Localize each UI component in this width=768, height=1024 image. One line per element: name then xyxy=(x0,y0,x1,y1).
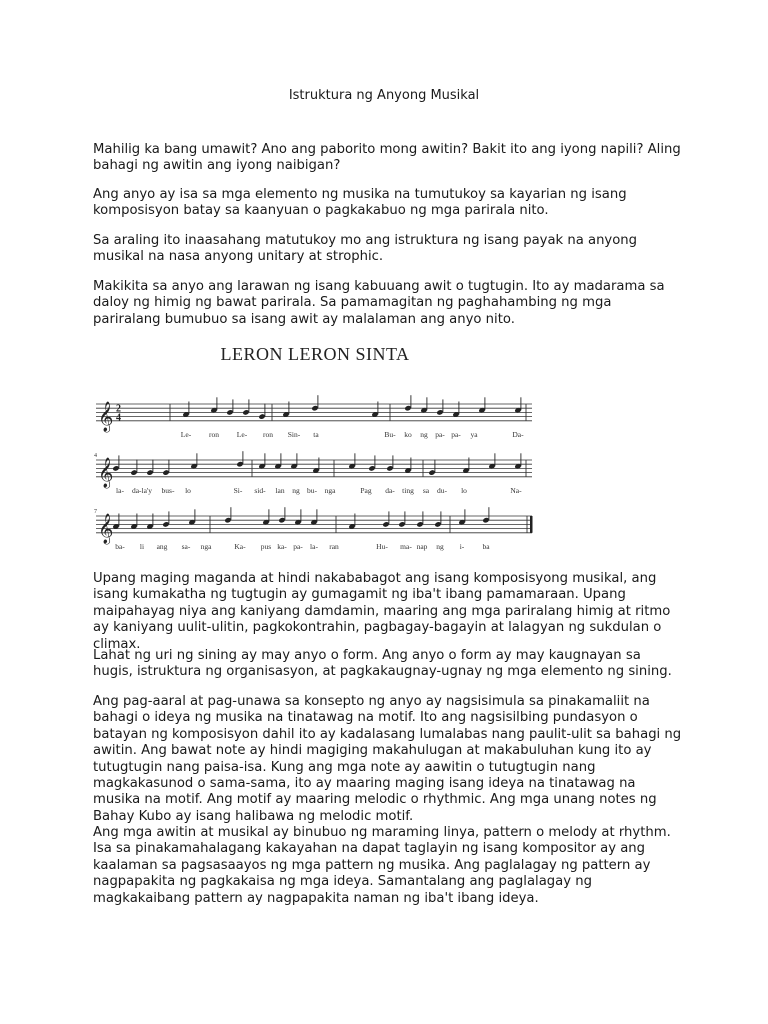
lyric-syllable: ron xyxy=(209,429,219,439)
treble-clef-icon: 𝄞 xyxy=(98,513,114,543)
lyric-syllable: nap xyxy=(416,541,428,551)
lyric-syllable: bu- xyxy=(307,485,317,495)
lyric-syllable: Le- xyxy=(180,429,192,439)
paragraph: Lahat ng uri ng sining ay may anyo o form. Ang anyo o form ay may kaugnayan sa hugis, istruktura ng organisasyon, at pagkakaugnay-ugnay ng mga elemento ng sining. xyxy=(93,648,672,680)
lyric-syllable: du- xyxy=(437,485,447,495)
lyric-syllable: ya xyxy=(470,429,478,439)
lyric-syllable: Bu- xyxy=(384,429,396,439)
lyric-syllable: ma- xyxy=(400,541,412,551)
lyric-syllable: da- xyxy=(385,485,395,495)
lyric-syllable: Da- xyxy=(512,429,524,439)
music-staff-svg xyxy=(90,336,540,562)
lyric-syllable: ko xyxy=(404,429,412,439)
lyric-syllable: ting xyxy=(402,485,414,495)
lyric-syllable: ran xyxy=(329,541,339,551)
lyric-syllable: pus xyxy=(260,541,272,551)
lyric-syllable: ba xyxy=(482,541,490,551)
measure-number: 7 xyxy=(94,509,97,515)
lyric-syllable: ng xyxy=(436,541,444,551)
paragraph: Ang pag-aaral at pag-unawa sa konsepto ng anyo ay nagsisimula sa pinakamaliit na bahagi o ideya ng musika na tinatawag na motif. Ito ang nagsisilbing pundasyon o batayan ng komposisyon dahil ito ay kadalasang lumalabas nang paulit-ulit sa bahagi ng awitin. Ang bawat note ay hindi magiging makahulugan at makabuluhan kung ito ay tutugtugin nang paisa-isa. Kung ang mga note ay aawitin o tutugtugin nang magkakasunod o sama-sama, ito ay maaring maging isang ideya na tinatawag na musika na motif. Ang motif ay maaring melodic o rhythmic. Ang mga unang notes ng Bahay Kubo ay isang halibawa ng melodic motif. xyxy=(93,694,682,824)
lyric-syllable: Si- xyxy=(233,485,243,495)
lyric-syllable: Sin- xyxy=(287,429,301,439)
lyric-syllable: lan xyxy=(275,485,285,495)
paragraph: Upang maging maganda at hindi nakababagot ang isang komposisyong musikal, ang isang kumakatha ng tugtugin ay gumagamit ng iba't ibang pamamaraan. Upang maipahayag niya ang kaniyang damdamin, maaring ang mga pariralang himig at ritmo ay kaniyang uulit-ulitin, pagkokontrahin, pagbagay-bagayin at lalagyan ng sukdulan o climax. xyxy=(93,571,671,652)
lyric-syllable: Na- xyxy=(510,485,522,495)
lyric-syllable: pa- xyxy=(293,541,303,551)
document-title: Istruktura ng Anyong Musikal xyxy=(288,88,480,103)
lyric-syllable: pa- xyxy=(435,429,445,439)
lyric-syllable: Hu- xyxy=(376,541,388,551)
time-signature-top: 2 xyxy=(116,403,121,415)
treble-clef-icon: 𝄞 xyxy=(98,457,114,487)
final-bar-thick xyxy=(530,516,533,533)
lyric-syllable: la- xyxy=(310,541,318,551)
song-title: LERON LERON SINTA xyxy=(220,344,410,364)
lyric-syllable: li xyxy=(139,541,145,551)
lyric-syllable: ng xyxy=(292,485,300,495)
lyric-syllable: da-la'y xyxy=(131,485,153,495)
lyric-syllable: bus- xyxy=(161,485,175,495)
lyric-syllable: Pag xyxy=(360,485,372,495)
lyric-syllable: sid- xyxy=(254,485,266,495)
lyric-syllable: lo xyxy=(185,485,191,495)
paragraph: Ang mga awitin at musikal ay binubuo ng maraming linya, pattern o melody at rhythm. Isa sa pinakamahalagang kakayahan na dapat taglayin ng isang kompositor ay ang kaalaman sa pagsasaayos ng mga pattern ng musika. Ang paglalagay ng pattern ay nagpapakita ng pagkakaisa ng mga ideya. Samantalang ang paglalagay ng magkakaibang pattern ay nagpapakita naman ng iba't ibang ideya. xyxy=(93,825,671,906)
lyric-syllable: lo xyxy=(461,485,467,495)
lyric-syllable: sa- xyxy=(181,541,191,551)
lyric-syllable: pa- xyxy=(451,429,461,439)
paragraph: Ang anyo ay isa sa mga elemento ng musika na tumutukoy sa kayarian ng isang komposisyon batay sa kaanyuan o pagkakabuo ng mga parirala nito. xyxy=(93,187,627,219)
lyric-syllable: ta xyxy=(313,429,319,439)
lyric-syllable: ng xyxy=(420,429,428,439)
paragraph: Makikita sa anyo ang larawan ng isang kabuuang awit o tugtugin. Ito ay madarama sa daloy ng himig ng bawat parirala. Sa pamamagitan ng paghahambing ng mga pariralang bumubuo sa isang awit ay malalaman ang anyo nito. xyxy=(93,279,665,327)
lyric-syllable: ka- xyxy=(277,541,287,551)
paragraph: Sa araling ito inaasahang matutukoy mo ang istruktura ng isang payak na anyong musikal na nasa anyong unitary at strophic. xyxy=(93,233,638,265)
lyric-syllable: nga xyxy=(324,485,336,495)
sheet-music-figure xyxy=(90,336,540,562)
lyric-syllable: la- xyxy=(116,485,124,495)
lyric-syllable: sa xyxy=(422,485,430,495)
paragraph: Mahilig ka bang umawit? Ano ang paborito mong awitin? Bakit ito ang iyong napili? Aling bahagi ng awitin ang iyong naibigan? xyxy=(93,142,681,174)
lyric-syllable: nga xyxy=(200,541,212,551)
lyric-syllable: Ka- xyxy=(234,541,246,551)
lyric-syllable: ang xyxy=(156,541,168,551)
lyric-syllable: ron xyxy=(263,429,273,439)
time-signature-bottom: 4 xyxy=(116,412,121,424)
lyric-syllable: Le- xyxy=(236,429,248,439)
treble-clef-icon: 𝄞 xyxy=(98,401,114,431)
lyric-syllable: i- xyxy=(459,541,465,551)
measure-number: 4 xyxy=(94,453,97,459)
lyric-syllable: ba- xyxy=(115,541,125,551)
